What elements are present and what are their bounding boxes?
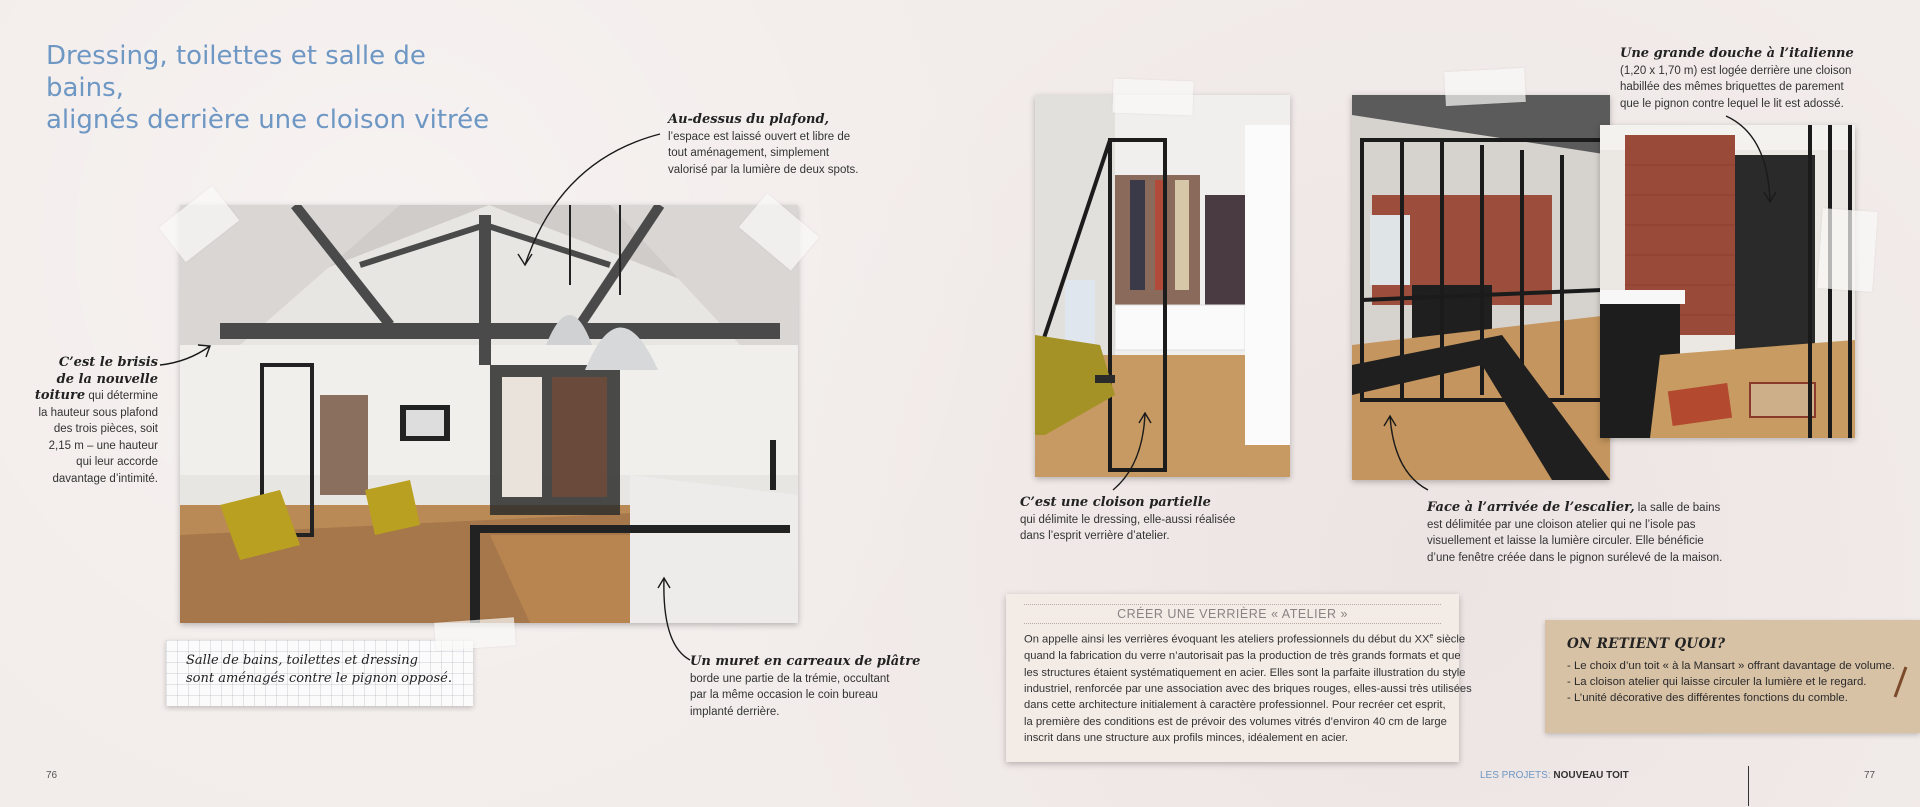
caption-douche: Une grande douche à l’italienne (1,20 x 1,70 m) est logée derrière une cloison habillée des mêmes briquettes de parement que le pignon contre lequel le lit est adossé. xyxy=(1620,46,1854,110)
arrow-douche xyxy=(1720,110,1780,210)
arrow-muret xyxy=(650,570,700,670)
page-number-left: 76 xyxy=(46,770,58,781)
list-item: - L’unité décorative des différentes fonctions du comble. xyxy=(1567,692,1848,704)
attic-overview-photo xyxy=(180,205,798,623)
arrow-plafond xyxy=(510,130,670,275)
note-tape xyxy=(434,617,516,651)
arrow-brisis xyxy=(158,340,218,370)
page-title: Dressing, toilettes et salle de bains, alignés derrière une cloison vitrée xyxy=(46,41,490,135)
dressing-photo xyxy=(1035,95,1290,477)
verriere-box: CRÉER UNE VERRIÈRE « ATELIER » On appelle ainsi les verrières évoquant les ateliers professionnels du début du XXe siècle quand la fabrication du verre n’autorisait pas la production de très grands formats et que les structures étaient systématiquement en acier. Elles sont la parfaite illustration du style industriel, renforcée par une association avec des briques rouges, elles-aussi très utilisées dans cette architecture initialement à caractère professionnel. Pour recréer cet esprit, la première des conditions est de prévoir des volumes vitrés d’environ 40 cm de large inscrit dans une structure aux profils minces, idéalement en acier. xyxy=(1006,594,1459,762)
photo-tape xyxy=(1817,208,1877,292)
list-item: - La cloison atelier qui laisse circuler la lumière et le regard. xyxy=(1567,676,1867,688)
retient-box xyxy=(1545,620,1920,733)
caption-brisis: C’est le brisis de la nouvelle toiture qui détermine la hauteur sous plafond des trois pièces, soit 2,15 m – une hauteur qui leur accorde davantage d’intimité. xyxy=(34,355,158,485)
photo-tape xyxy=(1112,79,1193,116)
retient-heading: ON RETIENT QUOI? xyxy=(1567,636,1726,652)
list-item: - Le choix d’un toit « à la Mansart » offrant davantage de volume. xyxy=(1567,660,1895,672)
verriere-heading: CRÉER UNE VERRIÈRE « ATELIER » xyxy=(1024,604,1441,624)
caption-escalier: Face à l’arrivée de l’escalier, la salle de bains est délimitée par une cloison atelier qui ne l’isole pas visuellement et laisse la lumière circuler. Elle bénéficie d’une fenêtre créée dans le pignon surélevé de la maison. xyxy=(1427,500,1723,564)
arrow-escalier xyxy=(1378,408,1438,498)
photo-tape xyxy=(1444,68,1526,106)
note-card: Salle de bains, toilettes et dressing sont aménagés contre le pignon opposé. xyxy=(166,640,473,706)
caption-muret: Un muret en carreaux de plâtre borde une partie de la trémie, occultant par la même occasion le coin bureau implanté derrière. xyxy=(690,654,921,718)
footer-divider xyxy=(1748,766,1749,806)
running-footer: LES PROJETS: NOUVEAU TOIT xyxy=(1480,770,1629,781)
caption-cloison: C’est une cloison partielle qui délimite le dressing, elle-aussi réalisée dans l’esprit verrière d’atelier. xyxy=(1020,495,1236,542)
caption-plafond: Au-dessus du plafond, l’espace est laissé ouvert et libre de tout aménagement, simplement valorisé par la lumière de deux spots. xyxy=(668,112,859,176)
arrow-cloison xyxy=(1105,405,1155,495)
page-number-right: 77 xyxy=(1864,770,1876,781)
